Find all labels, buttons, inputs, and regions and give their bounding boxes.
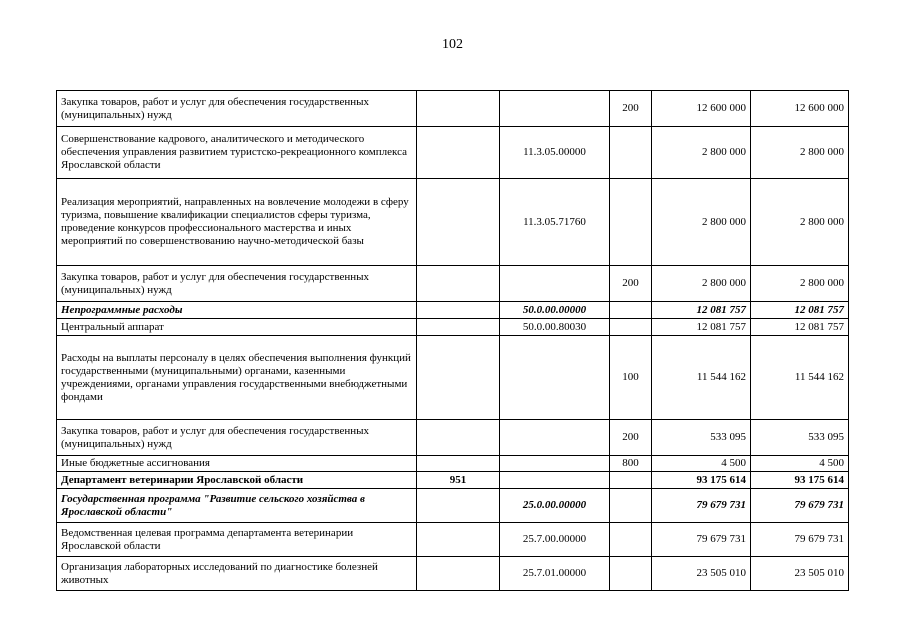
row-admin-code xyxy=(417,266,500,302)
row-admin-code xyxy=(417,91,500,127)
row-name: Расходы на выплаты персоналу в целях обеспечения выполнения функций государственными (муниципальными) органами, казенными учреждениями, органами управления государственными внебюджетными фондами xyxy=(57,336,417,420)
row-expense-type xyxy=(610,302,652,319)
row-expense-type xyxy=(610,557,652,591)
row-name: Непрограммные расходы xyxy=(57,302,417,319)
row-admin-code xyxy=(417,127,500,179)
page-number: 102 xyxy=(442,37,463,52)
row-amount-year1: 12 081 757 xyxy=(652,319,751,336)
row-name: Закупка товаров, работ и услуг для обеспечения государственных (муниципальных) нужд xyxy=(57,420,417,456)
row-amount-year2: 12 081 757 xyxy=(751,319,849,336)
table-row xyxy=(57,266,849,302)
row-target-code xyxy=(500,420,610,456)
row-amount-year2: 2 800 000 xyxy=(751,179,849,266)
row-name: Закупка товаров, работ и услуг для обеспечения государственных (муниципальных) нужд xyxy=(57,266,417,302)
row-admin-code xyxy=(417,179,500,266)
table-row xyxy=(57,420,849,456)
row-amount-year1: 2 800 000 xyxy=(652,179,751,266)
table-row xyxy=(57,179,849,266)
row-expense-type xyxy=(610,472,652,489)
row-admin-code: 951 xyxy=(417,472,500,489)
row-amount-year1: 23 505 010 xyxy=(652,557,751,591)
row-amount-year2: 533 095 xyxy=(751,420,849,456)
row-amount-year1: 4 500 xyxy=(652,456,751,472)
row-amount-year2: 79 679 731 xyxy=(751,489,849,523)
row-admin-code xyxy=(417,489,500,523)
row-amount-year1: 79 679 731 xyxy=(652,523,751,557)
row-expense-type xyxy=(610,127,652,179)
row-target-code xyxy=(500,266,610,302)
row-expense-type xyxy=(610,179,652,266)
row-name: Центральный аппарат xyxy=(57,319,417,336)
row-target-code: 11.3.05.00000 xyxy=(500,127,610,179)
row-amount-year2: 93 175 614 xyxy=(751,472,849,489)
table-row xyxy=(57,319,849,336)
row-amount-year2: 12 600 000 xyxy=(751,91,849,127)
row-name: Иные бюджетные ассигнования xyxy=(57,456,417,472)
row-admin-code xyxy=(417,336,500,420)
row-amount-year2: 79 679 731 xyxy=(751,523,849,557)
row-name: Закупка товаров, работ и услуг для обеспечения государственных (муниципальных) нужд xyxy=(57,91,417,127)
row-admin-code xyxy=(417,456,500,472)
row-target-code: 25.7.00.00000 xyxy=(500,523,610,557)
table-row xyxy=(57,127,849,179)
row-admin-code xyxy=(417,557,500,591)
row-target-code: 25.0.00.00000 xyxy=(500,489,610,523)
table-row xyxy=(57,302,849,319)
row-amount-year1: 533 095 xyxy=(652,420,751,456)
row-amount-year1: 12 081 757 xyxy=(652,302,751,319)
table-row xyxy=(57,557,849,591)
table-row xyxy=(57,456,849,472)
row-amount-year1: 12 600 000 xyxy=(652,91,751,127)
row-name: Совершенствование кадрового, аналитического и методического обеспечения управления развитием туристско-рекреационного комплекса Ярославской области xyxy=(57,127,417,179)
row-amount-year1: 79 679 731 xyxy=(652,489,751,523)
row-amount-year1: 2 800 000 xyxy=(652,266,751,302)
row-admin-code xyxy=(417,523,500,557)
row-amount-year2: 12 081 757 xyxy=(751,302,849,319)
row-target-code xyxy=(500,456,610,472)
row-target-code xyxy=(500,91,610,127)
row-expense-type: 200 xyxy=(610,266,652,302)
table-row xyxy=(57,523,849,557)
row-amount-year1: 93 175 614 xyxy=(652,472,751,489)
row-amount-year2: 11 544 162 xyxy=(751,336,849,420)
table-row xyxy=(57,336,849,420)
row-target-code: 11.3.05.71760 xyxy=(500,179,610,266)
row-target-code: 25.7.01.00000 xyxy=(500,557,610,591)
row-name: Департамент ветеринарии Ярославской области xyxy=(57,472,417,489)
row-name: Реализация мероприятий, направленных на вовлечение молодежи в сферу туризма, повышение квалификации специалистов сферы туризма, проведение конкурсов профессионального мастерства и иных мероприятий по совершенствованию научно-методической базы xyxy=(57,179,417,266)
row-expense-type xyxy=(610,523,652,557)
row-expense-type: 800 xyxy=(610,456,652,472)
row-amount-year2: 2 800 000 xyxy=(751,266,849,302)
row-admin-code xyxy=(417,319,500,336)
row-name: Ведомственная целевая программа департамента ветеринарии Ярославской области xyxy=(57,523,417,557)
row-amount-year1: 11 544 162 xyxy=(652,336,751,420)
budget-table xyxy=(56,90,849,591)
row-target-code: 50.0.00.80030 xyxy=(500,319,610,336)
row-admin-code xyxy=(417,420,500,456)
row-target-code xyxy=(500,336,610,420)
table-row xyxy=(57,489,849,523)
row-target-code xyxy=(500,472,610,489)
row-name: Организация лабораторных исследований по диагностике болезней животных xyxy=(57,557,417,591)
row-expense-type xyxy=(610,489,652,523)
row-expense-type: 200 xyxy=(610,420,652,456)
table-row xyxy=(57,91,849,127)
table-row xyxy=(57,472,849,489)
row-expense-type: 100 xyxy=(610,336,652,420)
row-name: Государственная программа "Развитие сельского хозяйства в Ярославской области" xyxy=(57,489,417,523)
row-admin-code xyxy=(417,302,500,319)
row-amount-year2: 4 500 xyxy=(751,456,849,472)
row-amount-year1: 2 800 000 xyxy=(652,127,751,179)
row-expense-type xyxy=(610,319,652,336)
row-amount-year2: 2 800 000 xyxy=(751,127,849,179)
row-expense-type: 200 xyxy=(610,91,652,127)
row-amount-year2: 23 505 010 xyxy=(751,557,849,591)
row-target-code: 50.0.00.00000 xyxy=(500,302,610,319)
